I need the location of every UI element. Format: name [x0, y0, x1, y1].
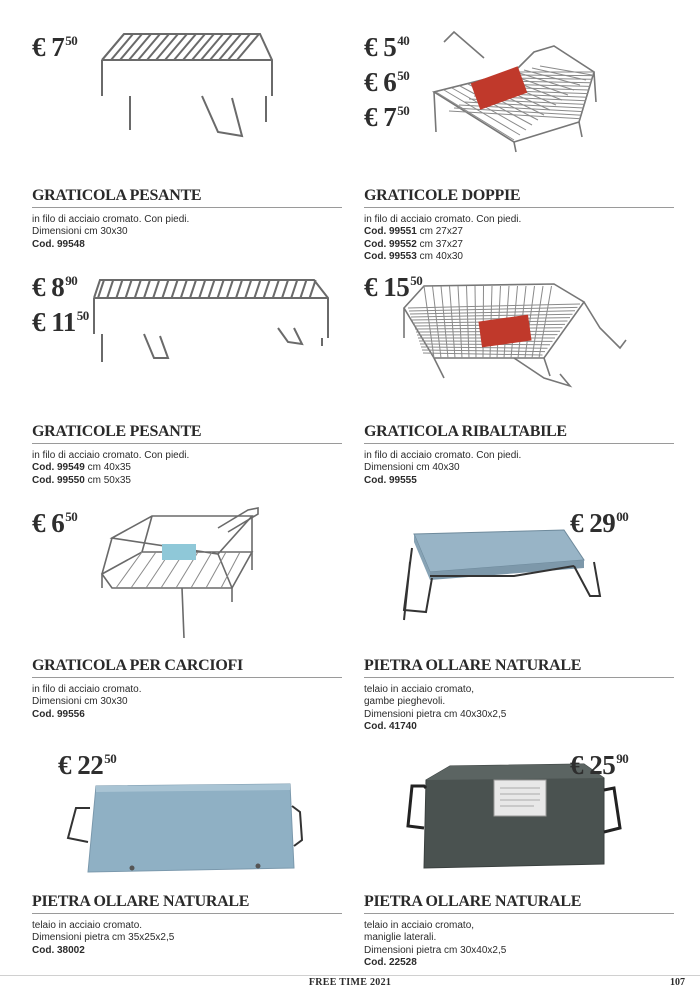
price-block — [364, 32, 409, 137]
price-cents: 90 — [616, 751, 629, 766]
product-title: GRATICOLA PER CARCIOFI — [32, 657, 342, 678]
product-description — [32, 920, 342, 957]
price-main: € 6 — [32, 508, 65, 538]
price-block — [32, 508, 77, 543]
description-line — [364, 475, 674, 487]
product-code: Cod. 22528 — [364, 957, 417, 969]
price-cents: 50 — [397, 103, 410, 118]
product-card — [32, 22, 342, 252]
description-line — [364, 957, 674, 969]
description-text: telaio in acciaio cromato. — [32, 920, 143, 931]
description-text: cm 27x27 — [416, 226, 463, 238]
price-main: € 8 — [32, 272, 65, 302]
price — [364, 67, 409, 102]
description-text: cm 37x27 — [416, 238, 463, 250]
description-line — [32, 684, 342, 696]
description-line — [364, 462, 674, 474]
product-card — [364, 22, 674, 263]
product-card — [32, 728, 342, 958]
product-code: Cod. 99553 — [364, 251, 417, 263]
product-code: Cod. 99550 — [32, 474, 85, 486]
price-block — [570, 508, 628, 543]
product-code: Cod. 99549 — [32, 462, 85, 474]
product-title: GRATICOLE DOPPIE — [364, 187, 674, 208]
description-text: Dimensioni pietra cm 35x25x2,5 — [32, 932, 175, 944]
product-code: Cod. 99548 — [32, 238, 85, 250]
description-line — [32, 450, 342, 462]
product-image-double-grill — [364, 22, 674, 172]
price-cents: 50 — [76, 308, 89, 323]
description-text: telaio in acciaio cromato, — [364, 684, 475, 695]
product-code: Cod. 99552 — [364, 238, 417, 250]
product-code: Cod. 99555 — [364, 474, 417, 486]
page-number: 107 — [670, 977, 685, 988]
price-cents: 50 — [397, 68, 410, 83]
price — [32, 307, 89, 342]
description-line — [32, 709, 342, 721]
description-line — [32, 214, 342, 226]
price-cents: 50 — [65, 33, 78, 48]
description-text: in filo di acciaio cromato. Con piedi. — [32, 450, 190, 461]
product-code: Cod. 41740 — [364, 721, 417, 733]
product-card — [32, 258, 342, 488]
price-main: € 6 — [364, 67, 397, 97]
product-code: Cod. 99556 — [32, 708, 85, 720]
product-card — [364, 492, 674, 733]
product-description — [364, 684, 674, 734]
price — [58, 750, 116, 785]
product-card — [364, 258, 674, 488]
description-line — [32, 932, 342, 944]
description-line — [364, 226, 674, 238]
description-line — [32, 696, 342, 708]
description-text: in filo di acciaio cromato. Con piedi. — [32, 214, 190, 225]
description-text: cm 50x35 — [84, 474, 131, 486]
price-main: € 5 — [364, 32, 397, 62]
description-text: maniglie laterali. — [364, 932, 437, 944]
description-text: Dimensioni cm 40x30 — [364, 462, 460, 474]
product-description — [32, 450, 342, 487]
price — [32, 272, 89, 307]
price-block — [58, 750, 116, 785]
price-cents: 40 — [397, 33, 410, 48]
product-title: PIETRA OLLARE NATURALE — [364, 893, 674, 914]
product-title: PIETRA OLLARE NATURALE — [32, 893, 342, 914]
description-line — [32, 920, 342, 932]
product-image-grill — [32, 22, 342, 172]
price-main: € 7 — [364, 102, 397, 132]
description-line — [364, 920, 674, 932]
price-cents: 50 — [65, 509, 78, 524]
description-line — [32, 226, 342, 238]
description-line — [364, 239, 674, 251]
price — [570, 750, 628, 785]
price-main: € 11 — [32, 307, 76, 337]
price-cents: 50 — [410, 273, 423, 288]
description-line — [32, 945, 342, 957]
description-line — [32, 462, 342, 474]
price-cents: 00 — [616, 509, 629, 524]
product-code: Cod. 38002 — [32, 944, 85, 956]
product-description — [364, 450, 674, 487]
footer-title: FREE TIME 2021 — [308, 977, 392, 988]
product-image-artichoke-grill — [32, 492, 342, 642]
description-line — [32, 239, 342, 251]
price-main: € 15 — [364, 272, 410, 302]
description-text: gambe pieghevoli. — [364, 696, 446, 708]
product-code: Cod. 99551 — [364, 226, 417, 238]
price-cents: 50 — [104, 751, 117, 766]
description-line — [364, 214, 674, 226]
description-text: in filo di acciaio cromato. Con piedi. — [364, 214, 522, 225]
product-card — [364, 728, 674, 969]
product-description — [32, 214, 342, 251]
product-title: PIETRA OLLARE NATURALE — [364, 657, 674, 678]
product-description — [32, 684, 342, 721]
product-description — [364, 214, 674, 264]
description-text: cm 40x30 — [416, 251, 463, 263]
description-line — [364, 709, 674, 721]
product-title: GRATICOLA RIBALTABILE — [364, 423, 674, 444]
product-title: GRATICOLA PESANTE — [32, 187, 342, 208]
product-card — [32, 492, 342, 722]
description-line — [364, 945, 674, 957]
description-text: cm 40x35 — [84, 462, 131, 474]
price-main: € 29 — [570, 508, 616, 538]
description-text: in filo di acciaio cromato. — [32, 684, 142, 695]
description-text: in filo di acciaio cromato. Con piedi. — [364, 450, 522, 461]
price-block — [364, 272, 422, 307]
price — [32, 508, 77, 543]
price-block — [570, 750, 628, 785]
price — [364, 272, 422, 307]
description-text: Dimensioni pietra cm 30x40x2,5 — [364, 944, 507, 956]
price — [364, 102, 409, 137]
price-main: € 7 — [32, 32, 65, 62]
description-line — [364, 684, 674, 696]
description-line — [364, 450, 674, 462]
product-title: GRATICOLE PESANTE — [32, 423, 342, 444]
price-cents: 90 — [65, 273, 78, 288]
price — [32, 32, 77, 67]
description-text: Dimensioni cm 30x30 — [32, 696, 128, 708]
description-text: telaio in acciaio cromato, — [364, 920, 475, 931]
price — [570, 508, 628, 543]
price-block — [32, 32, 77, 67]
price-main: € 22 — [58, 750, 104, 780]
price-main: € 25 — [570, 750, 616, 780]
description-line — [364, 932, 674, 944]
description-text: Dimensioni cm 30x30 — [32, 226, 128, 238]
price-block — [32, 272, 89, 342]
description-text: Dimensioni pietra cm 40x30x2,5 — [364, 708, 507, 720]
product-description — [364, 920, 674, 970]
description-line — [364, 696, 674, 708]
price — [364, 32, 409, 67]
description-line — [32, 475, 342, 487]
footer-divider — [0, 975, 700, 976]
